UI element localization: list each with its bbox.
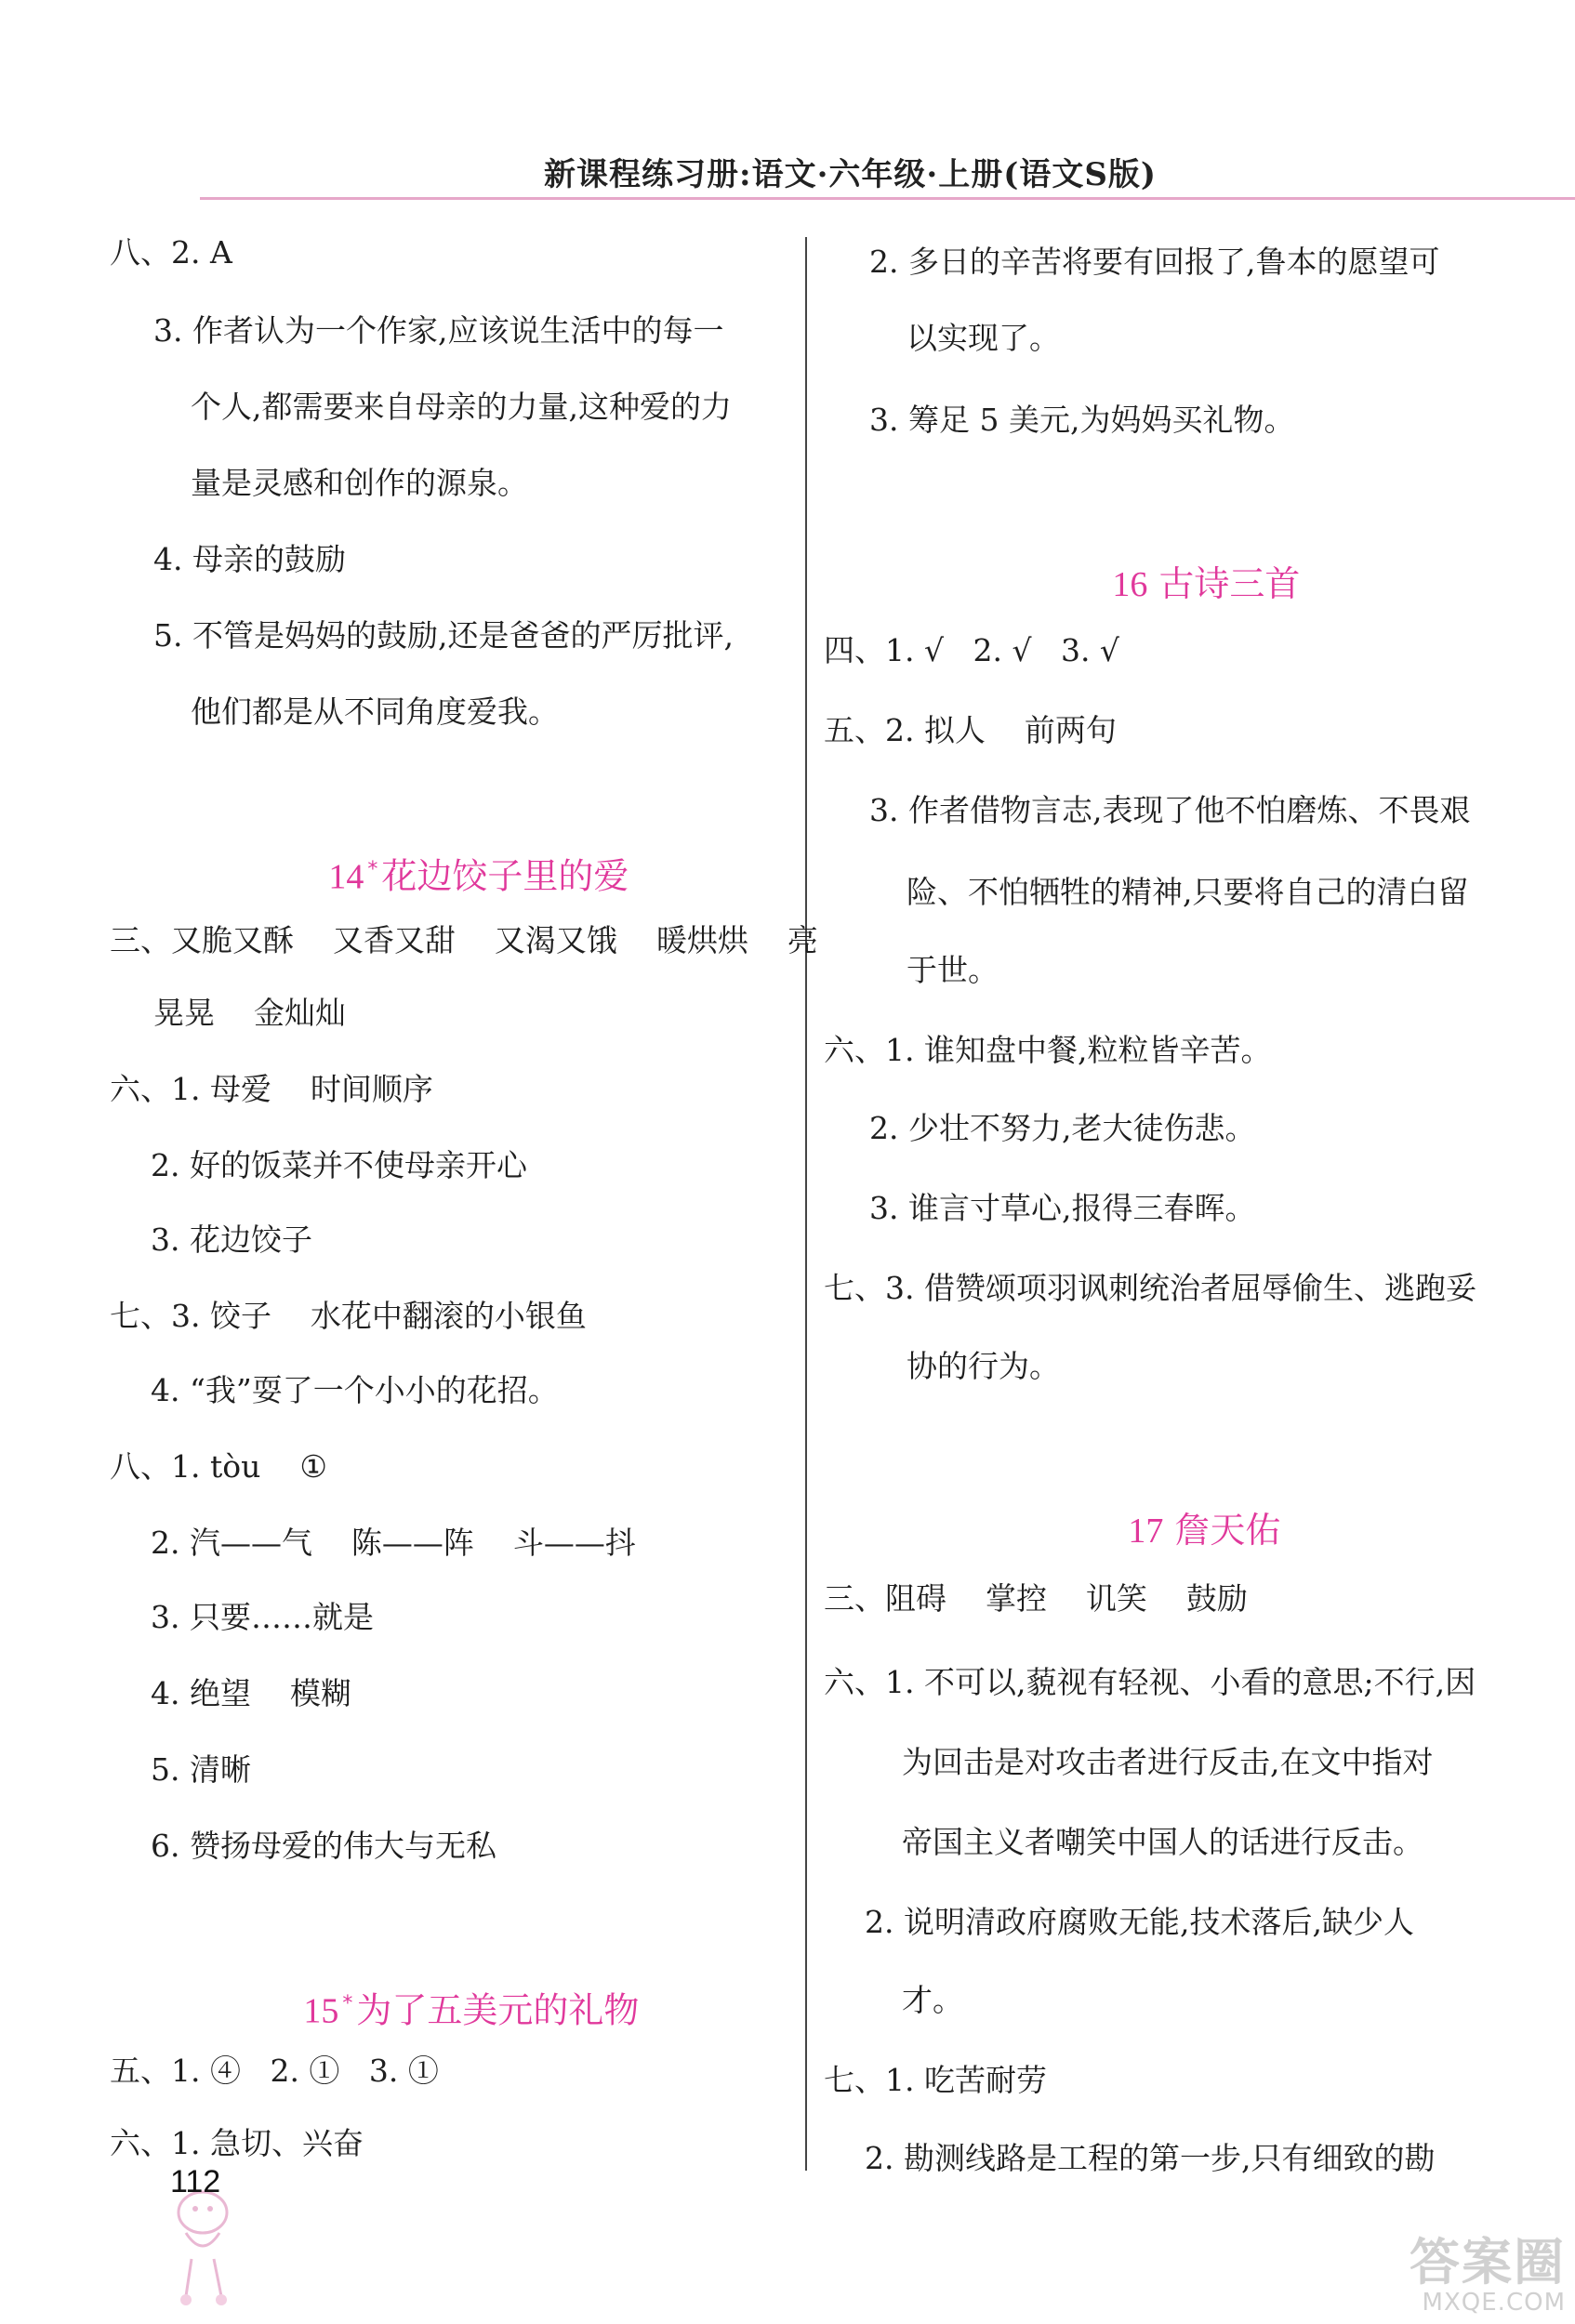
- watermark: [1287, 2233, 1566, 2317]
- watermark-url: MXQE.COM: [1422, 2289, 1566, 2317]
- answer-line: 险、不怕牺牲的精神,只要将自己的清白留: [907, 874, 1469, 910]
- answer-line: 于世。: [907, 952, 999, 988]
- section-title-text: 为了五美元的礼物: [356, 1989, 640, 2031]
- answer-line: 七、1. 吃苦耐劳: [824, 2062, 1047, 2098]
- answer-line: 八、2. A: [110, 234, 232, 271]
- answer-line: 5. 不管是妈妈的鼓励,还是爸爸的严厉批评,: [153, 617, 734, 654]
- answer-line: 6. 赞扬母爱的伟大与无私: [151, 1828, 496, 1864]
- answer-line: 八、1. tòu ①: [110, 1448, 327, 1485]
- answer-line: 3. 只要……就是: [151, 1599, 374, 1635]
- answer-line: 他们都是从不同角度爱我。: [191, 693, 559, 730]
- page-number: 112: [170, 2164, 221, 2199]
- answer-line: 三、又脆又酥 又香又甜 又渴又饿 暖烘烘 亮: [110, 922, 818, 958]
- answer-line: 2. 好的饭菜并不使母亲开心: [151, 1147, 527, 1183]
- answer-line: 六、1. 谁知盘中餐,粒粒皆辛苦。: [824, 1032, 1272, 1068]
- answer-line: 才。: [902, 1982, 963, 2018]
- answer-line: 4. 母亲的鼓励: [153, 541, 346, 577]
- watermark-logo: 答案圈: [1410, 2233, 1566, 2291]
- section-mark: *: [342, 1992, 353, 2015]
- section-title-16: [1067, 522, 1300, 646]
- answer-line: 3. 作者认为一个作家,应该说生活中的每一: [153, 312, 724, 349]
- answer-line: 2. 汽——气 陈——阵 斗——抖: [151, 1525, 636, 1561]
- answer-line: 2. 勘测线路是工程的第一步,只有细致的勘: [865, 2140, 1436, 2176]
- answer-line: 协的行为。: [907, 1348, 1060, 1384]
- answer-line: 2. 说明清政府腐败无能,技术落后,缺少人: [865, 1904, 1414, 1940]
- answer-line: 4. 绝望 模糊: [151, 1675, 351, 1711]
- answer-line: 3. 筹足 5 美元,为妈妈买礼物。: [869, 402, 1295, 438]
- answer-line: 七、3. 饺子 水花中翻滚的小银鱼: [110, 1298, 587, 1334]
- answer-line: 4. “我”耍了一个小小的花招。: [151, 1372, 559, 1408]
- answer-line: 3. 花边饺子: [151, 1221, 312, 1258]
- section-title-17: [1083, 1469, 1280, 1592]
- answer-line: 三、阻碍 掌控 讥笑 鼓励: [824, 1580, 1248, 1617]
- answer-line: 2. 多日的辛苦将要有回报了,鲁本的愿望可: [869, 244, 1440, 280]
- answer-line: 为回击是对攻击者进行反击,在文中指对: [902, 1744, 1434, 1780]
- section-title-text: 花边饺子里的爱: [381, 855, 629, 897]
- section-title-14: [284, 809, 629, 939]
- answer-line: 量是灵感和创作的源泉。: [191, 465, 528, 501]
- section-title-text: 古诗三首: [1158, 563, 1301, 604]
- answer-line: 晃晃 金灿灿: [153, 995, 346, 1031]
- answer-line: 四、1. √ 2. √ 3. √: [824, 632, 1119, 668]
- answer-line: 个人,都需要来自母亲的力量,这种爱的力: [191, 389, 732, 425]
- answer-line: 五、2. 拟人 前两句: [824, 712, 1117, 748]
- answer-line: 5. 清晰: [151, 1751, 251, 1788]
- column-divider: [805, 237, 807, 2171]
- header-rule: [200, 197, 1575, 200]
- section-number: 15: [303, 1991, 339, 2031]
- section-number: 17: [1128, 1512, 1164, 1551]
- answer-line: 六、1. 母爱 时间顺序: [110, 1071, 433, 1107]
- answer-line: 3. 谁言寸草心,报得三春晖。: [869, 1190, 1256, 1226]
- answer-line: 以实现了。: [907, 320, 1060, 356]
- section-number: 16: [1112, 565, 1148, 604]
- book-title: 新课程练习册:语文·六年级·上册(语文S版): [544, 156, 1157, 193]
- answer-line: 七、3. 借赞颂项羽讽刺统治者屈辱偷生、逃跑妥: [824, 1270, 1476, 1306]
- answer-line: 2. 少壮不努力,老大徒伤悲。: [869, 1110, 1256, 1146]
- section-number: 14: [328, 857, 364, 897]
- answer-line: 帝国主义者嘲笑中国人的话进行反击。: [902, 1824, 1423, 1860]
- answer-line: 五、1. ④ 2. ① 3. ①: [110, 2053, 439, 2089]
- answer-line: 3. 作者借物言志,表现了他不怕磨炼、不畏艰: [869, 792, 1471, 828]
- section-mark: *: [367, 858, 378, 881]
- section-title-text: 詹天佑: [1174, 1510, 1281, 1551]
- answer-line: 六、1. 急切、兴奋: [110, 2125, 364, 2161]
- answer-line: 六、1. 不可以,藐视有轻视、小看的意思;不行,因: [824, 1664, 1476, 1700]
